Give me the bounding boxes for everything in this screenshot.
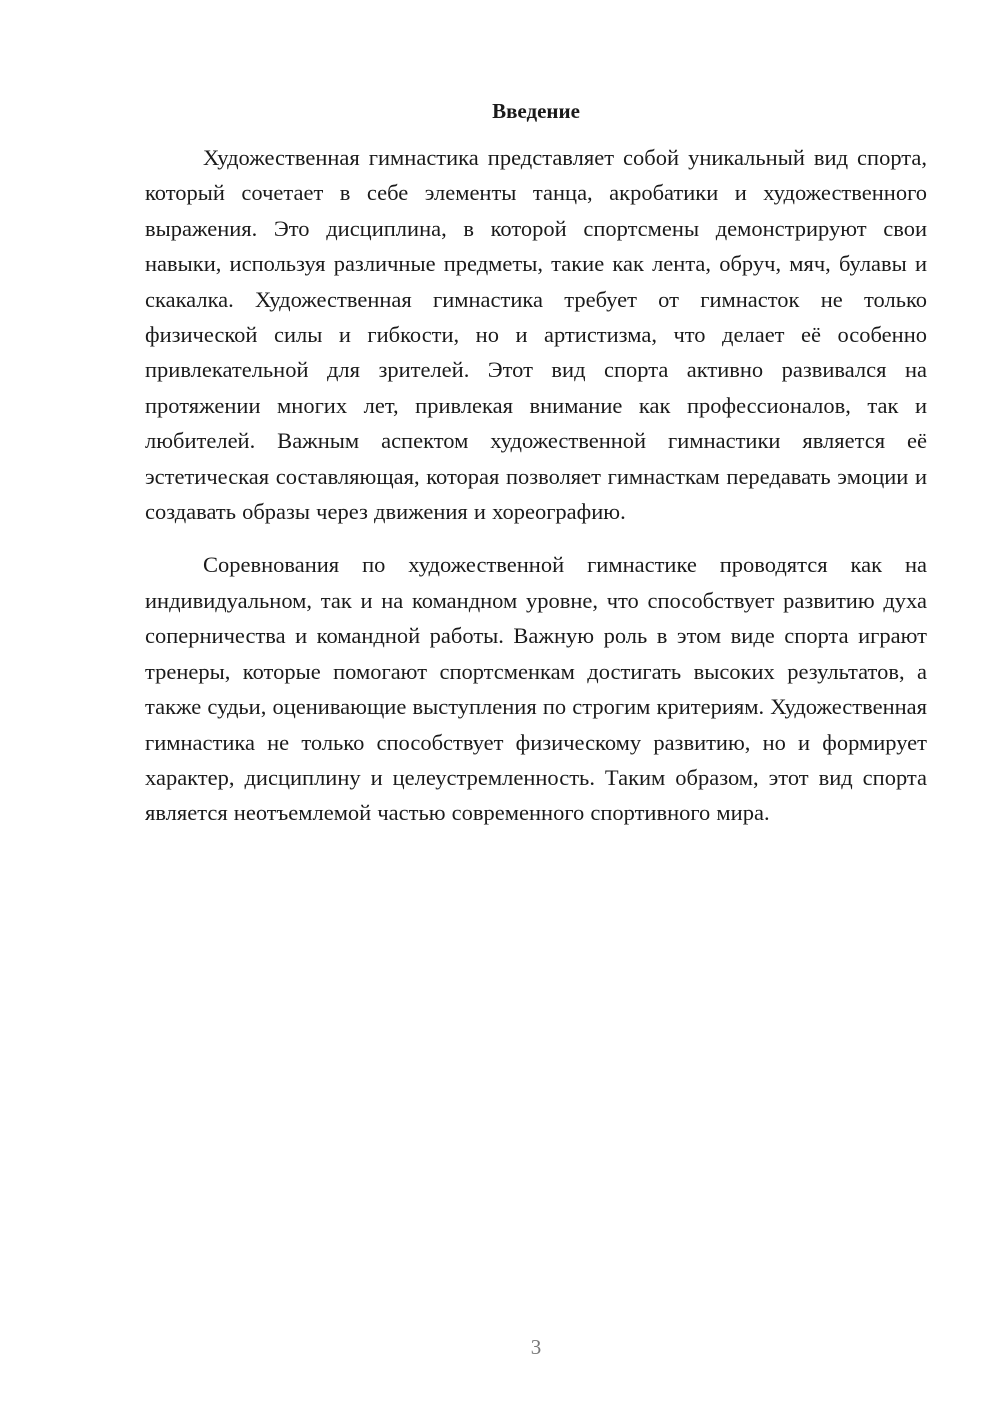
paragraph-intro: Художественная гимнастика представляет собой уникальный вид спорта, который сочетает в себе элементы танца, акробатики и художественного выражения. Это дисциплина, в которой спортсмены демонстрируют свои навыки, используя различные предметы, такие как лента, обруч, мяч, булавы и скакалка. Художественная гимнастика требует от гимнасток не только физической силы и гибкости, но и артистизма, что делает её особенно привлекательной для зрителей. Этот вид спорта активно развивался на протяжении многих лет, привлекая внимание как профессионалов, так и любителей. Важным аспектом художественной гимнастики является её эстетическая составляющая, которая позволяет гимнасткам передавать эмоции и создавать образы через движения и хореографию.: [145, 145, 927, 525]
body-text: [145, 140, 927, 831]
page-number: 3: [530, 1335, 542, 1359]
paragraph-competitions: Соревнования по художественной гимнастике проводятся как на индивидуальном, так и на командном уровне, что способствует развитию духа соперничества и командной работы. Важную роль в этом виде спорта играют тренеры, которые помогают спортсменкам достигать высоких результатов, а также судьи, оценивающие выступления по строгим критериям. Художественная гимнастика не только способствует физическому развитию, но и формирует характер, дисциплину и целеустремленность. Таким образом, этот вид спорта является неотъемлемой частью современного спортивного мира.: [145, 552, 927, 826]
section-heading: Введение: [492, 99, 580, 123]
